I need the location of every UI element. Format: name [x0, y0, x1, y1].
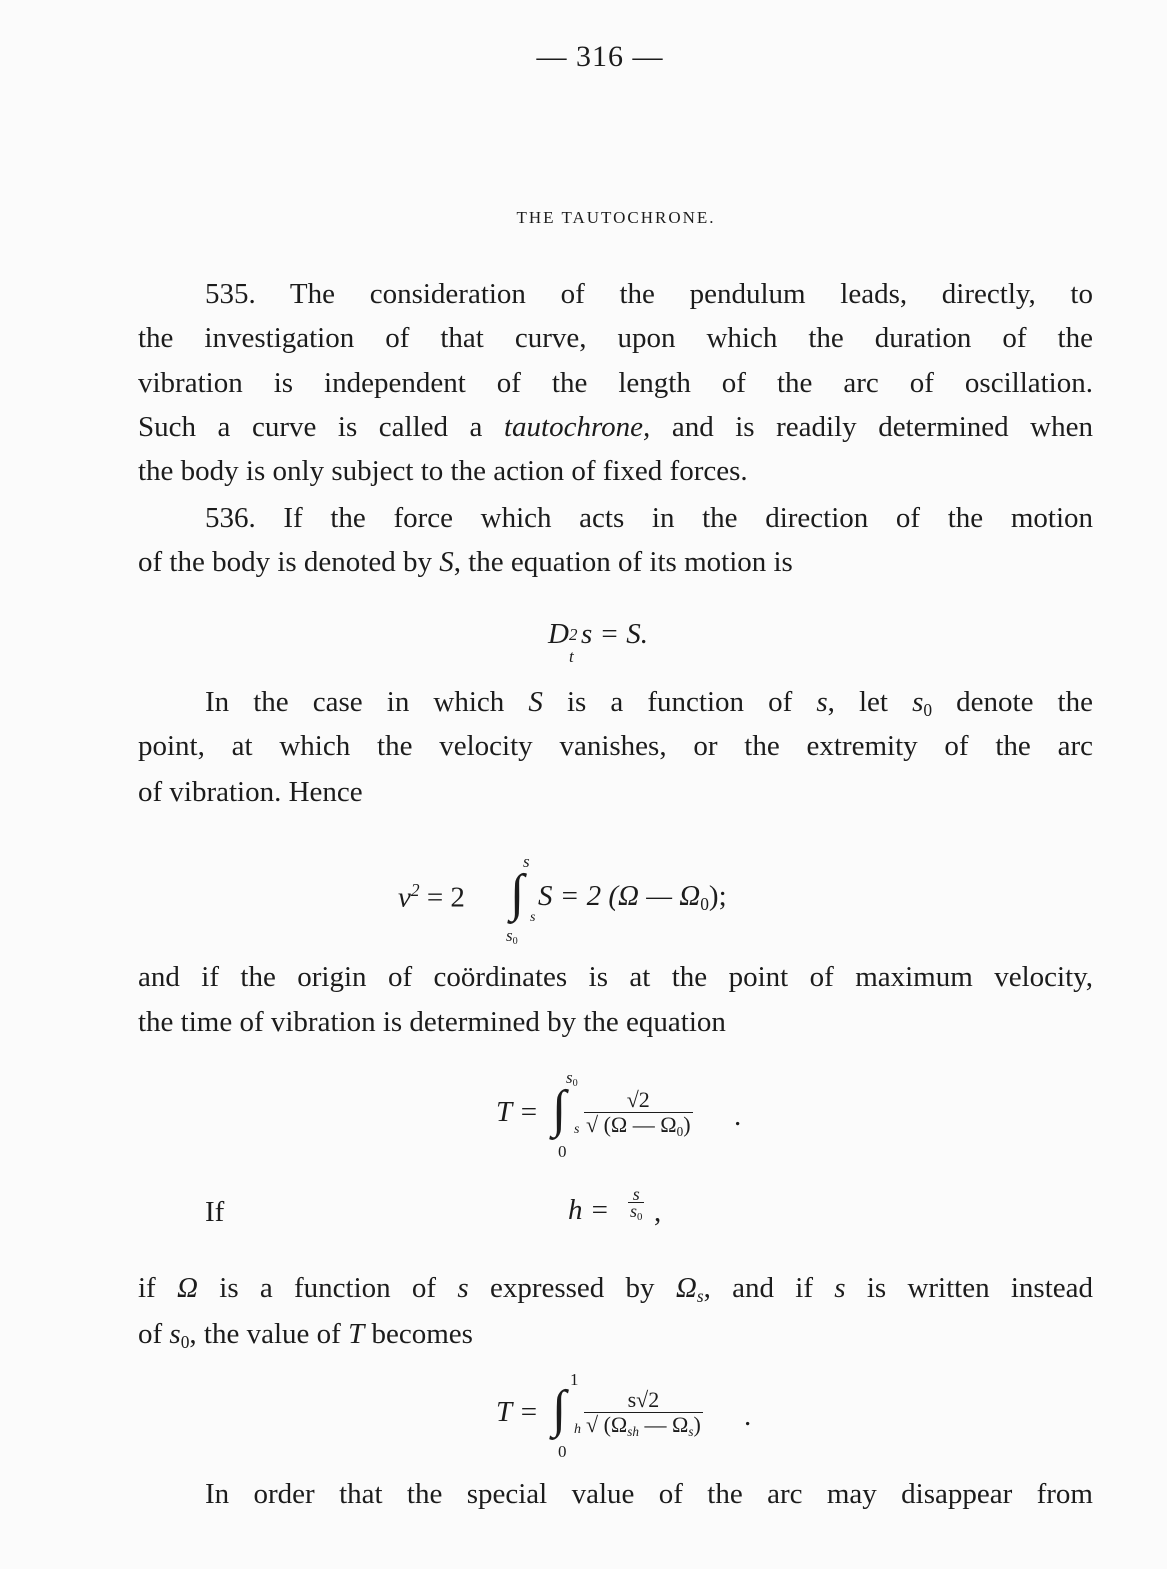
text-run: denote the: [932, 686, 1093, 718]
fraction-numerator: s√2: [627, 1387, 660, 1412]
eq-end: );: [708, 880, 727, 912]
eq-subscript: t: [568, 647, 574, 666]
integral-upper-limit: s: [523, 852, 530, 871]
paragraph-last-line-1: In order that the special value of the arc may disappear from: [205, 1478, 1093, 1510]
text-run: and is readily determined when: [650, 411, 1093, 443]
fraction-numerator: √2: [626, 1087, 650, 1112]
eq-body-sub: 0: [700, 894, 709, 915]
text-run: of the body is denoted by: [138, 546, 440, 578]
paragraph-535-line-5: the body is only subject to the action of fixed forces.: [138, 455, 748, 487]
den-text: √ (Ω — Ω: [586, 1112, 677, 1137]
subscript: 0: [923, 700, 933, 721]
eq-v-sup: 2: [410, 880, 420, 900]
integral-lower-limit: 0: [558, 1142, 567, 1161]
section-heading: THE TAUTOCHRONE.: [516, 208, 716, 227]
text-run: In the case in which: [205, 686, 529, 718]
integrand-variable: h: [574, 1422, 581, 1437]
integral-sign: ∫: [510, 865, 525, 922]
text-run: expressed by: [468, 1272, 676, 1304]
symbol-s: s: [834, 1272, 846, 1304]
text-run: , let: [827, 686, 913, 718]
fraction-numerator: s: [632, 1184, 640, 1204]
eq-body: S = 2 (Ω — Ω: [538, 880, 701, 912]
den-text: √ (Ω: [586, 1412, 628, 1437]
text-run: , the equation of its motion is: [453, 546, 793, 578]
eq-h-lhs: h =: [568, 1194, 610, 1226]
text-run: becomes: [364, 1318, 473, 1350]
subscript: 0: [180, 1332, 190, 1353]
integral-sign: ∫: [552, 1381, 567, 1438]
text-run: is a function of: [197, 1272, 458, 1304]
fraction-denominator: [628, 1203, 644, 1225]
paragraph-case-line-2: point, at which the velocity vanishes, or the extremity of the arc: [138, 730, 1093, 762]
subscript: s: [696, 1286, 704, 1307]
den-text: s: [630, 1201, 638, 1221]
equation-time: [496, 1068, 756, 1160]
text-run: , and if: [703, 1272, 835, 1304]
page-number: — 316 —: [536, 40, 664, 73]
paragraph-omega-line-1: [138, 1266, 1093, 1318]
fraction: [584, 1088, 693, 1144]
eq-rest: s = S.: [580, 618, 649, 650]
text-run: is a function of: [542, 686, 817, 718]
symbol-omega-s: Ω: [675, 1272, 697, 1304]
symbol-S: S: [439, 546, 454, 578]
paragraph-536-line-2: [138, 540, 1093, 584]
equation-time-normalized: [496, 1368, 766, 1460]
text-run: of: [138, 1318, 170, 1350]
den-end: ): [693, 1412, 701, 1437]
fraction: [584, 1388, 703, 1444]
den-end: ): [683, 1112, 691, 1137]
equation-motion: [548, 618, 649, 666]
symbol-s: s: [457, 1272, 469, 1304]
symbol-s: s: [816, 686, 828, 718]
integral-lower-sub: 0: [512, 936, 518, 948]
eq-end: .: [744, 1400, 752, 1432]
den-sub-2: s: [688, 1423, 694, 1439]
integral-upper-limit: s: [566, 1068, 573, 1087]
den-sub: 0: [637, 1211, 643, 1224]
symbol-omega: Ω: [177, 1272, 198, 1304]
fraction-denominator: [584, 1413, 703, 1444]
paragraph-535-line-4: [138, 405, 1093, 449]
paragraph-536-line-1: 536. If the force which acts in the direction of the motion: [205, 502, 1093, 534]
text-run: , the value of: [189, 1318, 349, 1350]
text-run: if: [138, 1272, 177, 1304]
integral-sign: ∫: [552, 1081, 567, 1138]
eq-v: v: [398, 881, 411, 914]
symbol-S: S: [528, 686, 543, 718]
paragraph-origin-line-1: and if the origin of coördinates is at the point of maximum velocity,: [138, 961, 1093, 993]
paragraph-origin-line-2: the time of vibration is determined by the equation: [138, 1006, 726, 1038]
paragraph-535-line-3: vibration is independent of the length of the arc of oscillation.: [138, 367, 1093, 399]
term-tautochrone: tautochrone,: [503, 411, 651, 443]
text-run: Such a curve is called a: [138, 411, 504, 443]
den-sub-1: sh: [627, 1423, 639, 1439]
eq-end: .: [734, 1100, 742, 1132]
eq-end: ,: [654, 1196, 662, 1228]
paragraph-omega-line-2: [138, 1312, 1093, 1364]
eq-equals-2: = 2: [419, 881, 465, 914]
den-sub: 0: [676, 1123, 684, 1139]
equation-velocity: [398, 852, 818, 948]
integral-lower-limit: s: [506, 926, 513, 945]
symbol-T: T: [348, 1318, 365, 1350]
eq-T-lhs: T =: [496, 1396, 539, 1428]
integrand-subscript: s: [530, 910, 536, 925]
eq-superscript: 2: [568, 625, 578, 644]
den-mid: — Ω: [638, 1412, 689, 1437]
paragraph-case-line-3: of vibration. Hence: [138, 776, 363, 808]
paragraph-535-line-1: 535. The consideration of the pendulum leads, directly, to: [205, 278, 1093, 310]
fraction: [628, 1186, 644, 1225]
equation-h: [568, 1186, 698, 1246]
integrand-variable: s: [574, 1122, 580, 1137]
integral-upper-sub: 0: [572, 1078, 578, 1090]
eq-T-lhs: T =: [496, 1096, 539, 1128]
eq-symbol-D: D: [548, 618, 569, 650]
paragraph-535-line-2: the investigation of that curve, upon which the duration of the: [138, 322, 1093, 354]
integral-upper-limit: 1: [570, 1370, 579, 1389]
text-run: is written instead: [845, 1272, 1094, 1304]
integral-lower-limit: 0: [558, 1442, 567, 1461]
symbol-s0: s: [912, 686, 924, 718]
if-label: If: [205, 1196, 225, 1228]
fraction-denominator: [584, 1113, 693, 1144]
symbol-s0: s: [169, 1318, 181, 1350]
